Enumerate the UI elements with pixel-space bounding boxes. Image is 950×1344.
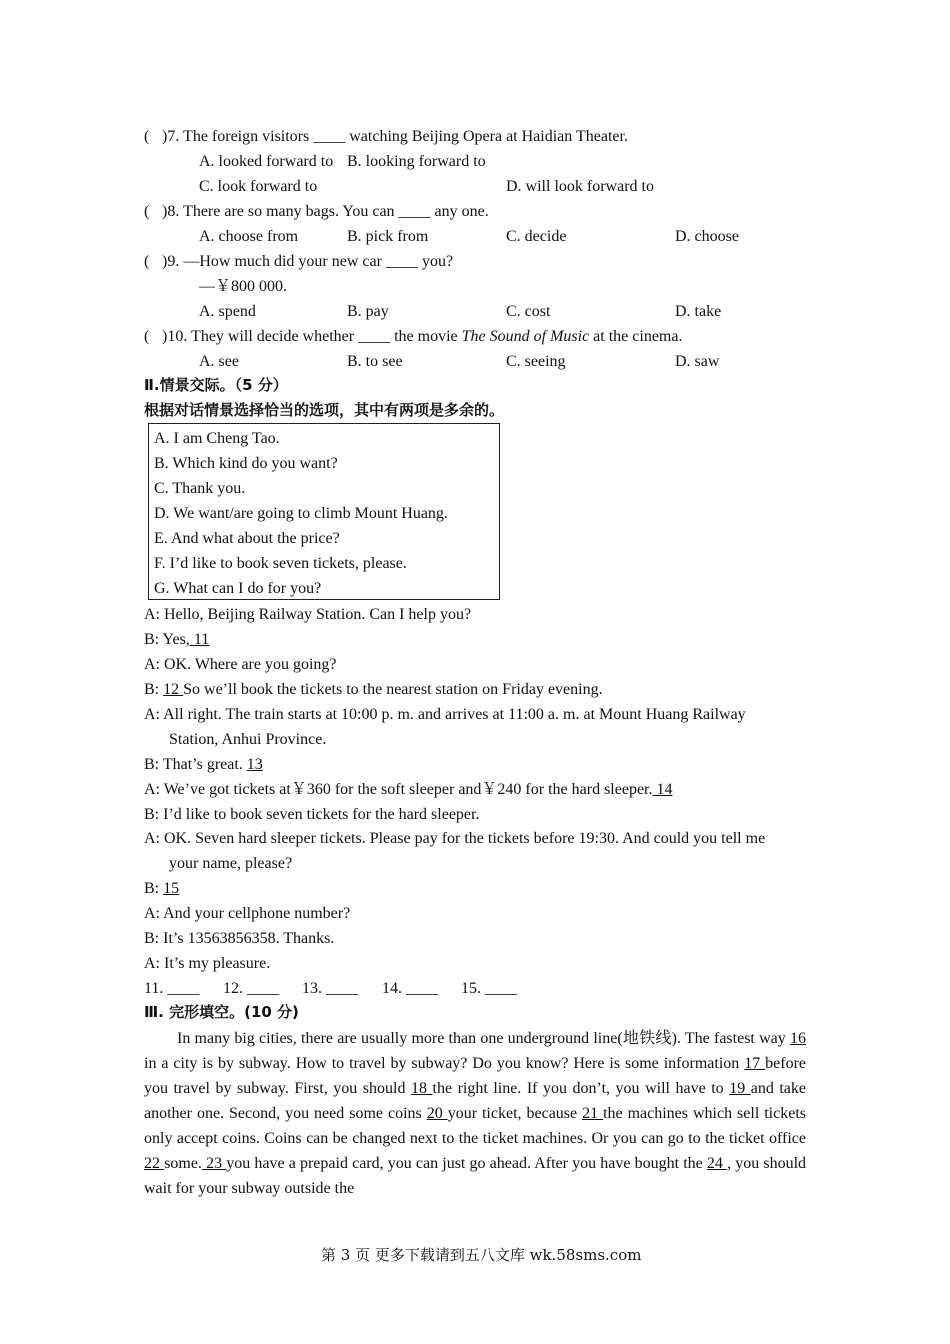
blank-24: 24: [706, 1155, 728, 1172]
answer-slot-13: 13. ____: [302, 980, 358, 997]
section3-title: Ⅲ. 完形填空。(10 分): [144, 1003, 299, 1021]
box-option-a: A. I am Cheng Tao.: [154, 430, 280, 447]
dialogue-text: A: We’ve got tickets at￥360 for the soft sleeper and￥240 for the hard sleeper.: [144, 781, 653, 798]
q7-option-c: C. look forward to: [199, 178, 318, 195]
cloze-text: your ticket, because: [447, 1105, 583, 1122]
q7-option-b: B. looking forward to: [347, 153, 486, 170]
q7-paren: (: [144, 128, 150, 145]
cloze-text: some.: [164, 1155, 202, 1172]
q10-stem-end: at the cinema.: [589, 328, 683, 345]
dialogue-text: So we’ll book the tickets to the nearest station on Friday evening.: [183, 681, 603, 698]
q7-stem: )7. The foreign visitors ____ watching Beijing Opera at Haidian Theater.: [162, 128, 628, 145]
dialogue-line: [144, 752, 263, 777]
q10-option-b: B. to see: [347, 353, 403, 370]
answer-slot-11: 11. ____: [144, 980, 200, 997]
q7-option-d: D. will look forward to: [506, 178, 654, 195]
dialogue-line: A: OK. Seven hard sleeper tickets. Please pay for the tickets before 19:30. And could you tell me: [144, 830, 766, 847]
dialogue-text: B: That’s great.: [144, 756, 247, 773]
box-option-g: G. What can I do for you?: [154, 580, 322, 597]
dialogue-line: B: I’d like to book seven tickets for the hard sleeper.: [144, 806, 480, 823]
cloze-text: in a city is by subway. How to travel by subway? Do you know? Here is some information: [144, 1055, 745, 1072]
q7-option-a: A. looked forward to: [199, 153, 334, 170]
cloze-text: In many big cities, there are usually more than one underground line(地铁线). The fastest way: [177, 1030, 790, 1047]
dialogue-text: B: Yes,: [144, 631, 190, 648]
q9-stem: )9. —How much did your new car ____ you?: [162, 253, 454, 270]
blank-21: 21: [582, 1105, 604, 1122]
box-option-b: B. Which kind do you want?: [154, 455, 338, 472]
q9-option-c: C. cost: [506, 303, 551, 320]
q8-option-b: B. pick from: [347, 228, 429, 245]
dialogue-text: B:: [144, 681, 164, 698]
q8-option-c: C. decide: [506, 228, 567, 245]
cloze-text: the machines which sell tickets only accept coins. Coins can be changed next to the ticket machines. Or you can go to the ticket office: [144, 1105, 806, 1147]
box-option-e: E. And what about the price?: [154, 530, 340, 547]
q9-option-d: D. take: [675, 303, 722, 320]
q10-option-c: C. seeing: [506, 353, 566, 370]
dialogue-line: [144, 627, 209, 652]
q10-stem-start: )10. They will decide whether ____ the movie: [162, 328, 462, 345]
cloze-text: you have a prepaid card, you can just go ahead. After you have bought the: [226, 1155, 707, 1172]
dialogue-line: [144, 777, 673, 802]
q10-option-a: A. see: [199, 353, 239, 370]
dialogue-line: A: All right. The train starts at 10:00 p. m. and arrives at 11:00 a. m. at Mount Huang Railway: [144, 706, 746, 723]
blank-19: 19: [729, 1080, 751, 1097]
dialogue-line: A: OK. Where are you going?: [144, 656, 337, 673]
q10-movie-title: The Sound of Music: [461, 328, 590, 345]
dialogue-line: [144, 677, 603, 702]
blank-22: 22: [144, 1155, 165, 1172]
blank-18: 18: [410, 1080, 433, 1097]
cloze-text: the right line. If you don’t, you will have to: [432, 1080, 730, 1097]
cloze-text: , you should wait for your subway outside the: [144, 1155, 807, 1197]
q9-option-a: A. spend: [199, 303, 256, 320]
blank-20: 20: [426, 1105, 448, 1122]
blank-12: 12: [163, 681, 184, 698]
q9-answer-line: —￥800 000.: [199, 278, 288, 295]
blank-13: 13: [246, 756, 263, 773]
blank-16: 16: [790, 1030, 806, 1047]
answer-slot-14: 14. ____: [382, 980, 438, 997]
box-option-f: F. I’d like to book seven tickets, please.: [154, 555, 407, 572]
section2-title: Ⅱ.情景交际。（5 分）: [144, 376, 288, 394]
blank-11: 11: [189, 631, 210, 648]
q8-paren: (: [144, 203, 150, 220]
page-footer: 第 3 页 更多下载请到五八文库 wk.58sms.com: [321, 1246, 642, 1264]
q10-option-d: D. saw: [675, 353, 720, 370]
answer-slot-12: 12. ____: [223, 980, 279, 997]
q10-paren: (: [144, 328, 150, 345]
dialogue-line: A: It’s my pleasure.: [144, 955, 271, 972]
blank-14: 14: [652, 781, 673, 798]
options-box: [148, 423, 500, 600]
dialogue-line: B: It’s 13563856358. Thanks.: [144, 930, 335, 947]
section2-instruction: 根据对话情景选择恰当的选项，其中有两项是多余的。: [144, 401, 505, 419]
q9-option-b: B. pay: [347, 303, 389, 320]
blank-17: 17: [744, 1055, 766, 1072]
dialogue-line: A: And your cellphone number?: [144, 905, 351, 922]
blank-15: 15: [163, 880, 180, 897]
q8-option-a: A. choose from: [199, 228, 299, 245]
cloze-text: before you travel by subway. First, you should: [144, 1055, 807, 1097]
dialogue-line-cont: your name, please?: [169, 855, 293, 872]
q8-option-d: D. choose: [675, 228, 739, 245]
dialogue-line: [144, 876, 179, 901]
blank-23: 23: [201, 1155, 227, 1172]
box-option-d: D. We want/are going to climb Mount Huang.: [154, 505, 448, 522]
q8-stem: )8. There are so many bags. You can ____ any one.: [162, 203, 489, 220]
dialogue-text: B:: [144, 880, 164, 897]
dialogue-line: A: Hello, Beijing Railway Station. Can I help you?: [144, 606, 472, 623]
dialogue-line-cont: Station, Anhui Province.: [169, 731, 327, 748]
q10-stem: [162, 324, 682, 349]
answer-slot-15: 15. ____: [461, 980, 517, 997]
box-option-c: C. Thank you.: [154, 480, 246, 497]
cloze-passage: [144, 1026, 806, 1201]
q9-paren: (: [144, 253, 150, 270]
cloze-text: and take another one. Second, you need some coins: [144, 1080, 807, 1122]
